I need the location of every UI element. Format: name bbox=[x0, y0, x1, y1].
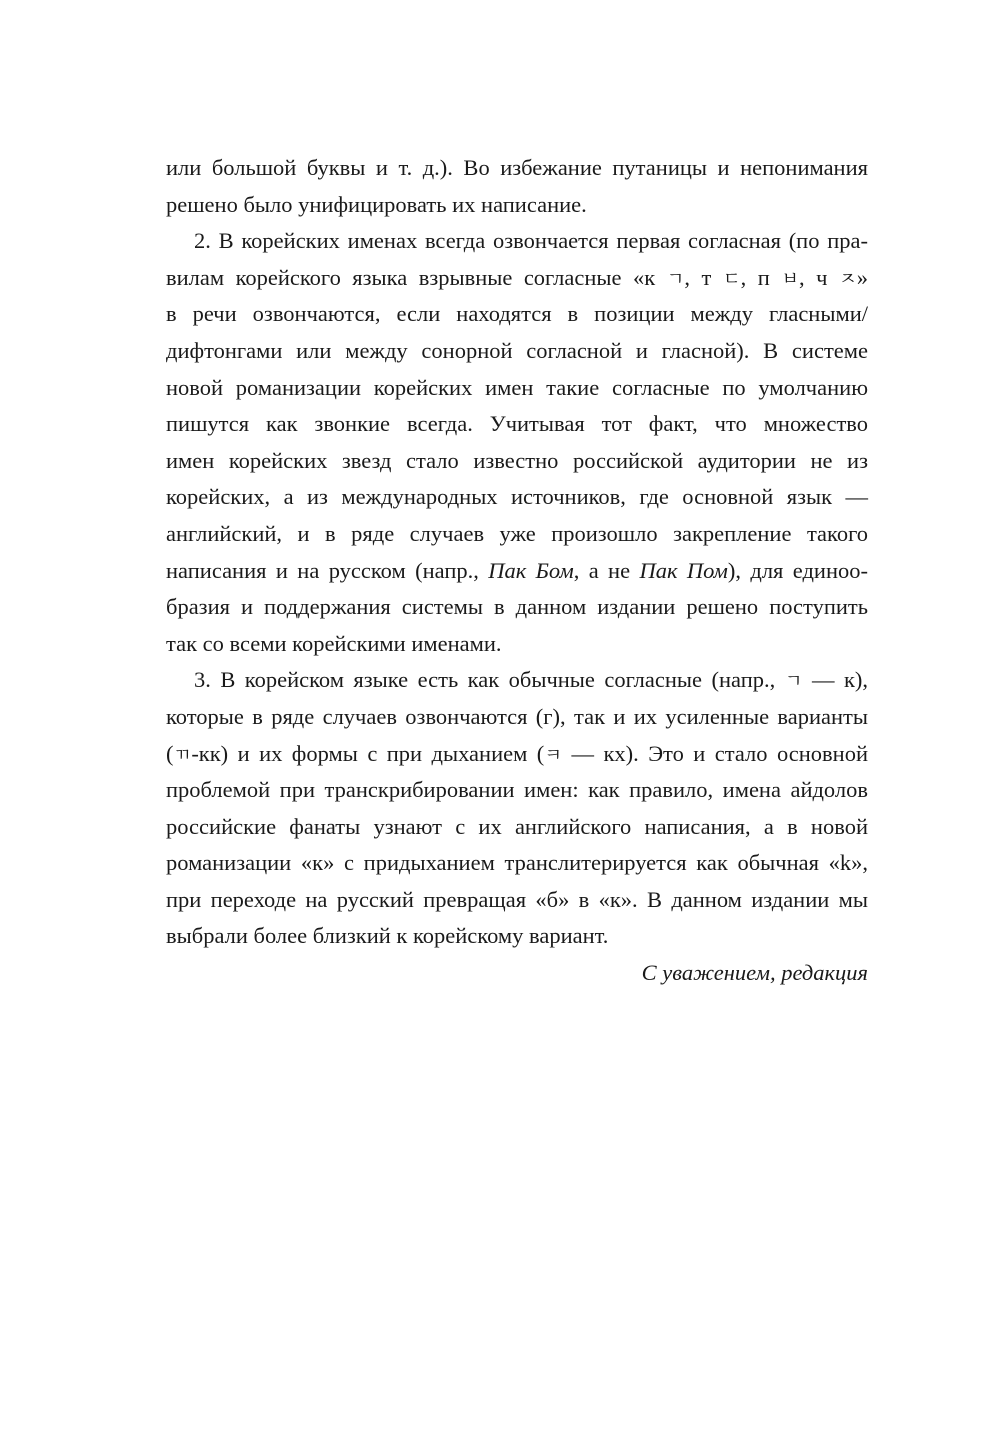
text-fragment: » bbox=[856, 264, 868, 290]
document-page bbox=[166, 150, 868, 992]
paragraph-1-line: или большой буквы и т. д.). Во избежание путаницы и непонимания bbox=[166, 155, 868, 180]
paragraph-2-line bbox=[166, 553, 868, 590]
paragraph-2-line: так со всеми корейскими именами. bbox=[166, 630, 502, 656]
text-fragment: 3. В корейском языке есть как обычные согласные (напр., bbox=[194, 667, 785, 693]
paragraph-3-line bbox=[166, 736, 868, 773]
paragraph-2-line: в речи озвончаются, если находятся в позиции между гласными/ bbox=[166, 301, 868, 327]
paragraph-3-line: проблемой при транскрибировании имен: как правило, имена айдолов bbox=[166, 777, 868, 803]
paragraph-2-line: дифтонгами или между сонорной согласной и гласной). В системе bbox=[166, 337, 868, 363]
paragraph-3-line: при переходе на русский превращая «б» в «к». В данном издании мы bbox=[166, 886, 868, 912]
paragraph-3-line bbox=[166, 662, 868, 699]
korean-letter: ㄷ bbox=[722, 268, 741, 290]
text-fragment: — к), bbox=[802, 667, 868, 693]
text-fragment: ( bbox=[166, 740, 174, 766]
korean-letter: ㅂ bbox=[781, 268, 800, 290]
text-fragment: -кк) и их формы с при дыханием ( bbox=[191, 740, 545, 766]
korean-letter: ㄱ bbox=[784, 671, 803, 693]
paragraph-2-line: новой романизации корейских имен такие согласные по умолчанию bbox=[166, 374, 868, 400]
text-fragment: , п bbox=[740, 264, 782, 290]
paragraph-3-line: романизации «к» с придыханием транслитерируется как обычная «k», bbox=[166, 850, 868, 876]
korean-letter: ㄲ bbox=[173, 744, 192, 766]
text-fragment: , т bbox=[684, 264, 723, 290]
paragraph-2 bbox=[166, 223, 868, 662]
italic-name: Пак Пом bbox=[639, 557, 728, 583]
korean-letter: ㅈ bbox=[838, 268, 857, 290]
paragraph-2-line: имен корейских звезд стало известно российской аудитории не из bbox=[166, 447, 868, 473]
korean-letter: ㅋ bbox=[544, 744, 563, 766]
paragraph-3-line: российские фанаты узнают с их английского написания, а в новой bbox=[166, 813, 868, 839]
italic-name: Пак Бом bbox=[488, 557, 574, 583]
paragraph-1 bbox=[166, 150, 868, 223]
text-fragment: ), для единоо- bbox=[727, 557, 868, 583]
text-fragment: — кх). Это и стало основной bbox=[562, 740, 868, 766]
text-fragment: написания и на русском (напр., bbox=[166, 557, 489, 583]
paragraph-2-line: бразия и поддержания системы в данном издании решено поступить bbox=[166, 594, 868, 620]
text-fragment: вилам корейского языка взрывные согласные «к bbox=[166, 264, 667, 290]
paragraph-2-line bbox=[166, 260, 868, 297]
paragraph-1-line: решено было унифицировать их написание. bbox=[166, 191, 587, 217]
signature: С уважением, редакция bbox=[641, 960, 868, 986]
paragraph-2-line: пишутся как звонкие всегда. Учитывая тот факт, что множество bbox=[166, 411, 868, 437]
paragraph-3-line: выбрали более близкий к корейскому вариант. bbox=[166, 923, 609, 949]
paragraph-2-line: 2. В корейских именах всегда озвончается первая согласная (по пра- bbox=[194, 228, 868, 254]
paragraph-3-line: которые в ряде случаев озвончаются (г), так и их усиленные варианты bbox=[166, 703, 868, 729]
korean-letter: ㄱ bbox=[666, 268, 685, 290]
text-fragment: , а не bbox=[573, 557, 640, 583]
paragraph-3 bbox=[166, 662, 868, 955]
paragraph-2-line: корейских, а из международных источников, где основной язык — bbox=[166, 484, 868, 510]
text-fragment: , ч bbox=[799, 264, 839, 290]
paragraph-2-line: английский, и в ряде случаев уже произошло закрепление такого bbox=[166, 520, 868, 546]
